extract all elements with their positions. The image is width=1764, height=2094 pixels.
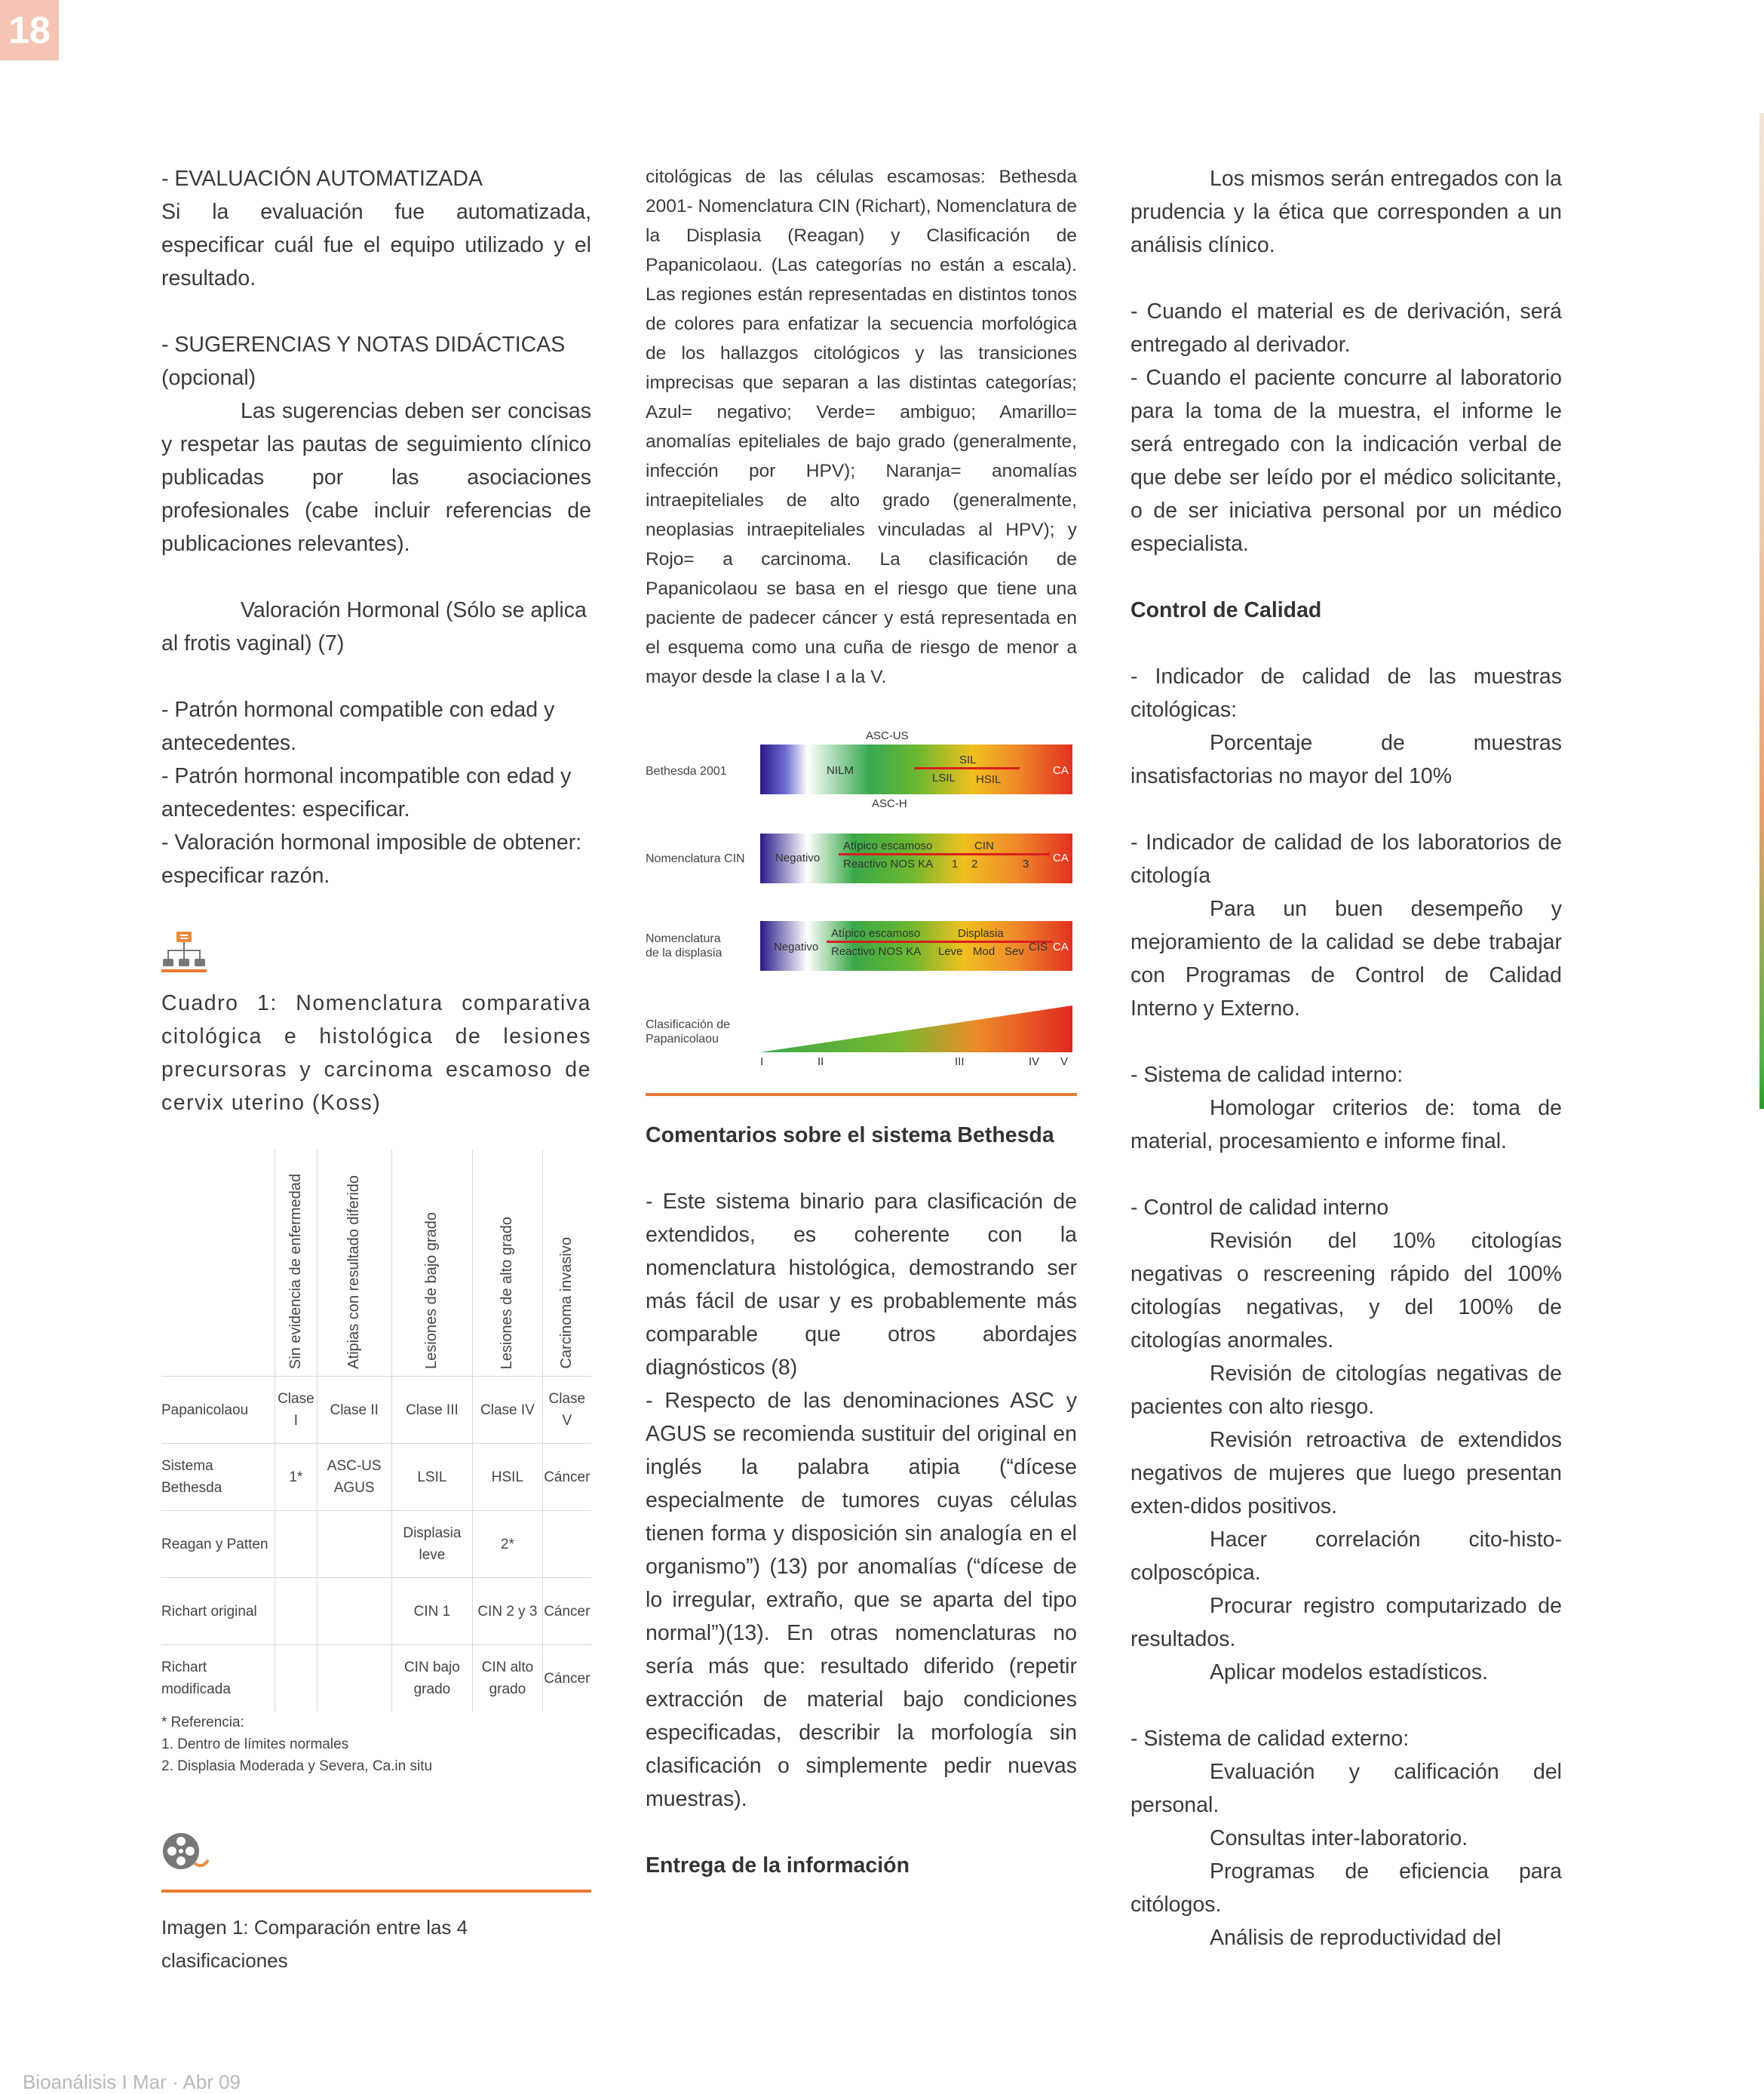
row-label: Richart modificada	[161, 1660, 231, 1697]
column-right	[1130, 162, 1562, 1954]
band-label: 3	[1023, 858, 1029, 870]
table-reference: * Referencia:	[161, 1715, 244, 1730]
table-cell: Clase I	[275, 1377, 318, 1444]
table-row	[161, 1377, 591, 1444]
paragraph: Homologar criterios de: toma de material, procesamiento e informe final.	[1130, 1096, 1562, 1153]
table-cell	[275, 1511, 318, 1578]
figure-row-label: Bethesda 2001	[646, 765, 727, 778]
range-line	[914, 767, 1020, 769]
band-label: CA	[1053, 852, 1069, 864]
row-label: Reagan y Patten	[161, 1511, 275, 1578]
page-number: 18	[0, 0, 59, 60]
band-label: ASC-H	[872, 797, 907, 810]
paragraph: Hacer correlación cito-histo-colposcópica.	[1130, 1528, 1562, 1585]
paragraph: Para un buen desempeño y mejoramiento de la calidad se debe trabajar con Programas de Control de Calidad Interno y Externo.	[1130, 897, 1562, 1021]
class-tick: V	[1060, 1055, 1069, 1068]
footer: Bioanálisis I Mar · Abr 09	[23, 2071, 241, 2093]
band-label: HSIL	[976, 773, 1002, 786]
classification-figure	[646, 722, 1077, 1076]
band-label: Sev	[1005, 945, 1024, 958]
column-header: Lesiones de alto grado	[499, 1216, 516, 1369]
class-tick: I	[760, 1055, 764, 1068]
table-cell: CIN 1	[391, 1578, 473, 1645]
paragraph: Análisis de reproductividad del	[1210, 1926, 1502, 1950]
band-label: Displasia	[958, 927, 1004, 940]
table-cell: CIN 2 y 3	[473, 1578, 542, 1645]
paragraph: - SUGERENCIAS Y NOTAS DIDÁCTICAS (opcional)	[161, 333, 566, 390]
band-label: NILM	[827, 764, 854, 777]
band-label: Atípico escamoso	[831, 927, 921, 940]
band-label: ASC-US	[866, 729, 909, 742]
org-chart-icon	[161, 932, 207, 972]
band-label: CA	[1053, 764, 1069, 777]
table-cell: HSIL	[473, 1444, 542, 1511]
bethesda-band	[760, 745, 1072, 794]
paragraph: Aplicar modelos estadísticos.	[1210, 1660, 1489, 1684]
table-row	[161, 1444, 591, 1511]
table-cell: 1*	[275, 1444, 318, 1511]
table-cell: 2*	[473, 1511, 542, 1578]
band-label: CIS	[1029, 941, 1048, 953]
table-cell: CIN bajo grado	[391, 1645, 473, 1712]
figure-row-label: Clasificación de	[646, 1018, 731, 1031]
table-row	[161, 1578, 591, 1645]
paragraph: Programas de eficiencia para citólogos.	[1130, 1859, 1562, 1917]
figure-row-label: de la displasia	[646, 947, 722, 959]
band-label: Mod	[973, 945, 996, 958]
column-header: Atipias con resultado diferido	[345, 1175, 363, 1369]
paragraph: - Cuando el material es de derivación, será entregado al derivador.	[1130, 299, 1562, 357]
table-cell: Clase V	[542, 1377, 591, 1444]
paragraph: - Este sistema binario para clasificación de extendidos, es coherente con la nomenclatura histológica, demostrando ser más fácil de usar y es probablemente más comparable que otros abordajes diagnósticos (8)	[646, 1190, 1077, 1380]
paragraph: Porcentaje de muestras insatisfactorias no mayor del 10%	[1130, 731, 1562, 788]
band-label: CIN	[974, 840, 994, 852]
table-cell	[317, 1578, 391, 1645]
section-heading: Control de Calidad	[1130, 598, 1322, 622]
table-cell: ASC-US AGUS	[317, 1444, 391, 1511]
class-tick: IV	[1029, 1055, 1040, 1068]
table-cell: Displasia leve	[391, 1511, 473, 1578]
paragraph: - EVALUACIÓN AUTOMATIZADA	[161, 167, 483, 191]
row-label: Richart original	[161, 1578, 275, 1645]
row-label: Sistema Bethesda	[161, 1444, 275, 1511]
figure-row-label: Papanicolaou	[646, 1033, 719, 1045]
column-left	[161, 162, 591, 1977]
range-line	[839, 853, 1050, 855]
paragraph: Revisión retroactiva de extendidos negativos de mujeres que luego presentan exten-didos positivos.	[1130, 1428, 1562, 1518]
section-heading: Comentarios sobre el sistema Bethesda	[646, 1123, 1054, 1147]
film-reel-icon	[161, 1831, 210, 1872]
table-reference: 2. Displasia Moderada y Severa, Ca.in situ	[161, 1758, 433, 1774]
table-cell: Cáncer	[542, 1578, 591, 1645]
paragraph: - Control de calidad interno	[1130, 1196, 1389, 1220]
paragraph: - Valoración hormonal imposible de obtener: especificar razón.	[161, 831, 582, 888]
risk-wedge	[760, 1006, 1072, 1052]
paragraph: Si la evaluación fue automatizada, especificar cuál fue el equipo utilizado y el resultado.	[161, 200, 591, 290]
table-cell: Clase II	[317, 1377, 391, 1444]
table-cell	[317, 1511, 391, 1578]
figure-row-label: Nomenclatura	[646, 932, 721, 945]
paragraph: Evaluación y calificación del personal.	[1130, 1760, 1562, 1817]
band-label: Reactivo NOS KA	[843, 858, 934, 870]
table-cell	[542, 1511, 591, 1578]
column-middle	[646, 162, 1077, 1882]
image-caption: Imagen 1: Comparación entre las 4 clasificaciones	[161, 1916, 468, 1972]
page-edge-decoration	[1759, 113, 1764, 1109]
band-label: Reactivo NOS KA	[831, 945, 922, 958]
band-label: SIL	[959, 754, 977, 766]
paragraph: Valoración Hormonal (Sólo se aplica al frotis vaginal) (7)	[161, 598, 587, 656]
paragraph: Procurar registro computarizado de resultados.	[1130, 1594, 1562, 1651]
table-cell: LSIL	[391, 1444, 473, 1511]
band-label: LSIL	[932, 772, 956, 784]
paragraph: - Cuando el paciente concurre al laboratorio para la toma de la muestra, el informe le será entregado con la indicación verbal de que debe ser leído por el médico solicitante, o de ser iniciativa personal por un médico especialista.	[1130, 366, 1562, 556]
table-row	[161, 1511, 591, 1578]
nomenclature-table	[161, 1150, 591, 1712]
paragraph: - Indicador de calidad de las muestras citológicas:	[1130, 665, 1562, 722]
paragraph: - Indicador de calidad de los laboratorios de citología	[1130, 831, 1562, 888]
band-label: Leve	[938, 945, 963, 958]
table-cell: Cáncer	[542, 1645, 591, 1712]
section-heading: Entrega de la información	[646, 1853, 910, 1878]
band-label: Negativo	[774, 941, 819, 953]
band-label: Negativo	[775, 852, 821, 864]
paragraph: Revisión de citologías negativas de pacientes con alto riesgo.	[1130, 1362, 1562, 1419]
band-label: CA	[1053, 941, 1069, 953]
paragraph: - Patrón hormonal compatible con edad y antecedentes.	[161, 698, 555, 755]
table-cell: Cáncer	[542, 1444, 591, 1511]
table-row	[161, 1645, 591, 1712]
paragraph: - Respecto de las denominaciones ASC y AGUS se recomienda sustituir del original en inglés la palabra atipia (“dícese especialmente de tumores cuyas células tienen forma y disposición sin analogía en el organismo”) (13) por anomalías (“dícese de lo irregular, extraño, que se aparta del tipo normal”)(13). En otras nomenclaturas no sería más que: resultado diferido (repetir extracción de material bajo condiciones especificadas, describir la morfología sin clasificación o simplemente pedir nuevas muestras).	[646, 1389, 1077, 1811]
range-line	[827, 941, 1053, 943]
table-cell: CIN alto grado	[473, 1645, 542, 1712]
column-header: Sin evidencia de enfermedad	[287, 1173, 304, 1369]
paragraph: - Sistema de calidad externo:	[1130, 1727, 1410, 1751]
table-cell	[275, 1578, 318, 1645]
paragraph: Los mismos serán entregados con la prudencia y la ética que corresponden a un análisis clínico.	[1130, 167, 1562, 257]
paragraph: Las sugerencias deben ser concisas y respetar las pautas de seguimiento clínico publicadas por las asociaciones profesionales (cabe incluir referencias de publicaciones relevantes).	[161, 399, 591, 556]
band-label: Atípico escamoso	[843, 840, 933, 852]
band-label: 2	[971, 858, 978, 870]
paragraph: Revisión del 10% citologías negativas o rescreening rápido del 100% citologías negativas, y del 100% de citologías anormales.	[1130, 1229, 1562, 1353]
row-label: Papanicolaou	[161, 1377, 275, 1444]
table-cell	[317, 1645, 391, 1712]
figure-row-label: Nomenclatura CIN	[646, 852, 745, 865]
table-reference: 1. Dentro de límites normales	[161, 1736, 349, 1752]
class-tick: III	[955, 1055, 965, 1068]
column-header: Lesiones de bajo grado	[423, 1212, 440, 1369]
paragraph: citológicas de las células escamosas: Bethesda 2001- Nomenclatura CIN (Richart), Nomenclatura de la Displasia (Reagan) y Clasificación de Papanicolaou. (Las categorías no están a escala). Las regiones están representadas en distintos tonos de colores para enfatizar la secuencia morfológica de los hallazgos citológicos y las transiciones imprecisas que separan a las distintas categorías; Azul= negativo; Verde= ambiguo; Amarillo= anomalías epiteliales de bajo grado (generalmente, infección por HPV); Naranja= anomalías intraepiteliales de alto grado (generalmente, neoplasias intraepiteliales vinculadas al HPV); y Rojo= a carcinoma. La clasificación de Papanicolaou se basa en el riesgo que tiene una paciente de padecer cáncer y está representada en el esquema como una cuña de riesgo de menor a mayor desde la clase I a la V.	[646, 167, 1077, 687]
paragraph: - Sistema de calidad interno:	[1130, 1063, 1404, 1087]
band-label: 1	[952, 858, 959, 870]
table-cell: Clase IV	[473, 1377, 542, 1444]
table-header-row	[161, 1150, 591, 1377]
paragraph: - Patrón hormonal incompatible con edad y antecedentes: especificar.	[161, 764, 572, 821]
table-cell	[275, 1645, 318, 1712]
table-caption: Cuadro 1: Nomenclatura comparativa citológica e histológica de lesiones precursoras y carcinoma escamoso de cervix uterino (Koss)	[161, 991, 591, 1115]
column-header: Carcinoma invasivo	[558, 1237, 575, 1369]
paragraph: Consultas inter-laboratorio.	[1210, 1826, 1468, 1850]
table-cell: Clase III	[391, 1377, 473, 1444]
class-tick: II	[818, 1055, 824, 1068]
